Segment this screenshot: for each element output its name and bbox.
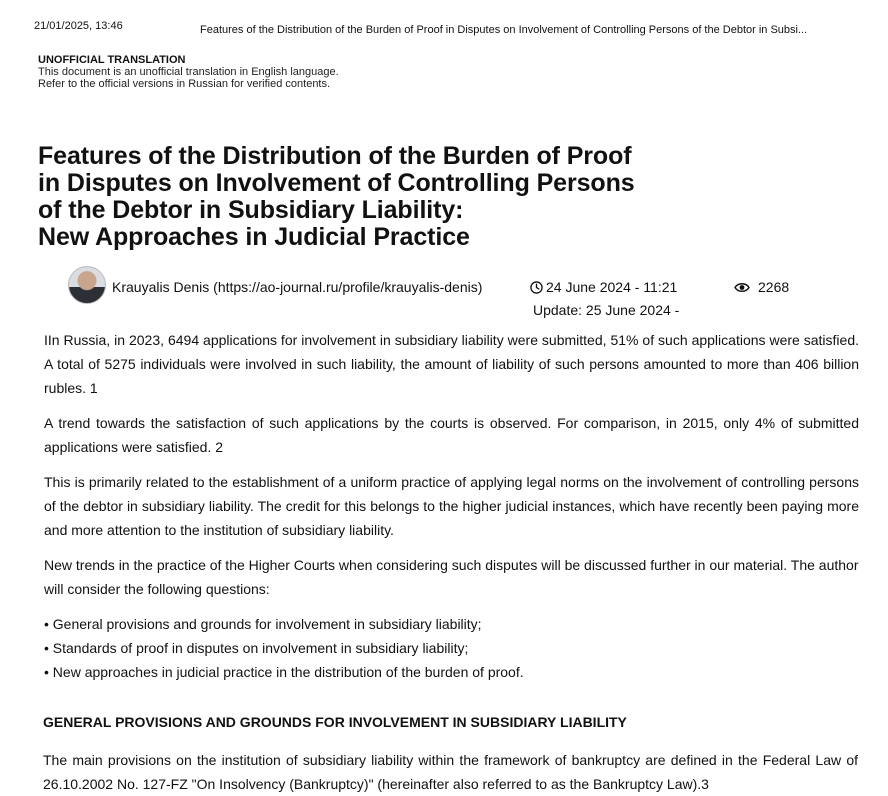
list-item: • New approaches in judicial practice in the distribution of the burden of proof. (44, 664, 524, 680)
section-paragraph: The main provisions on the institution of subsidiary liability within the framework of bankruptcy are defined in the Federal Law of 26.10.2002 No. 127-FZ "On Insolvency (Bankruptcy)" (hereinafter also referred to as the Bankruptcy Law).3 (43, 752, 858, 792)
notice-heading: UNOFFICIAL TRANSLATION (38, 54, 186, 66)
section-heading: GENERAL PROVISIONS AND GROUNDS FOR INVOLVEMENT IN SUBSIDIARY LIABILITY (43, 714, 627, 730)
body-paragraph: IIn Russia, in 2023, 6494 applications for involvement in subsidiary liability were submitted, 51% of such applications were satisfied. A total of 5275 individuals were involved in such liability, the amount of liability of such persons amounted to more than 406 billion rubles. 1 (44, 332, 859, 396)
article-body (44, 328, 859, 698)
list-item: • General provisions and grounds for involvement in subsidiary liability; (44, 616, 482, 632)
print-header-datetime: 21/01/2025, 13:46 (34, 20, 123, 32)
eye-icon (734, 282, 750, 293)
body-paragraph: New trends in the practice of the Higher Courts when considering such disputes will be discussed further in our material. The author will consider the following questions: (44, 557, 859, 597)
publish-date-text: 24 June 2024 - 11:21 (546, 279, 678, 295)
body-paragraph: A trend towards the satisfaction of such applications by the courts is observed. For comparison, in 2015, only 4% of submitted applications were satisfied. 2 (44, 415, 859, 455)
author-link[interactable]: Krauyalis Denis (https://ao-journal.ru/profile/krauyalis-denis) (112, 279, 483, 295)
body-paragraph: This is primarily related to the establishment of a uniform practice of applying legal norms on the involvement of controlling persons of the debtor in subsidiary liability. The credit for this belongs to the higher judicial instances, which have recently been paying more and more attention to the institution of subsidiary liability. (44, 474, 859, 538)
publish-date (530, 279, 677, 295)
title-line: New Approaches in Judicial Practice (38, 223, 470, 251)
list-item: • Standards of proof in disputes on involvement in subsidiary liability; (44, 640, 469, 656)
translation-notice (38, 54, 339, 90)
print-header-title: Features of the Distribution of the Burden of Proof in Disputes on Involvement of Controlling Persons of the Debtor in Subsi... (200, 24, 808, 36)
notice-line: This document is an unofficial translation in English language. (38, 66, 339, 78)
notice-line: Refer to the official versions in Russian for verified contents. (38, 78, 331, 90)
title-line: of the Debtor in Subsidiary Liability: (38, 196, 464, 224)
view-count-value: 2268 (758, 279, 790, 295)
questions-list (44, 612, 859, 684)
author-avatar[interactable] (68, 266, 106, 304)
update-date: Update: 25 June 2024 - (533, 302, 680, 318)
article-title (38, 143, 738, 251)
view-count (734, 279, 789, 295)
article-meta (68, 266, 828, 326)
clock-icon (530, 281, 543, 294)
title-line: Features of the Distribution of the Burden of Proof (38, 142, 632, 170)
title-line: in Disputes on Involvement of Controlling Persons (38, 169, 635, 197)
